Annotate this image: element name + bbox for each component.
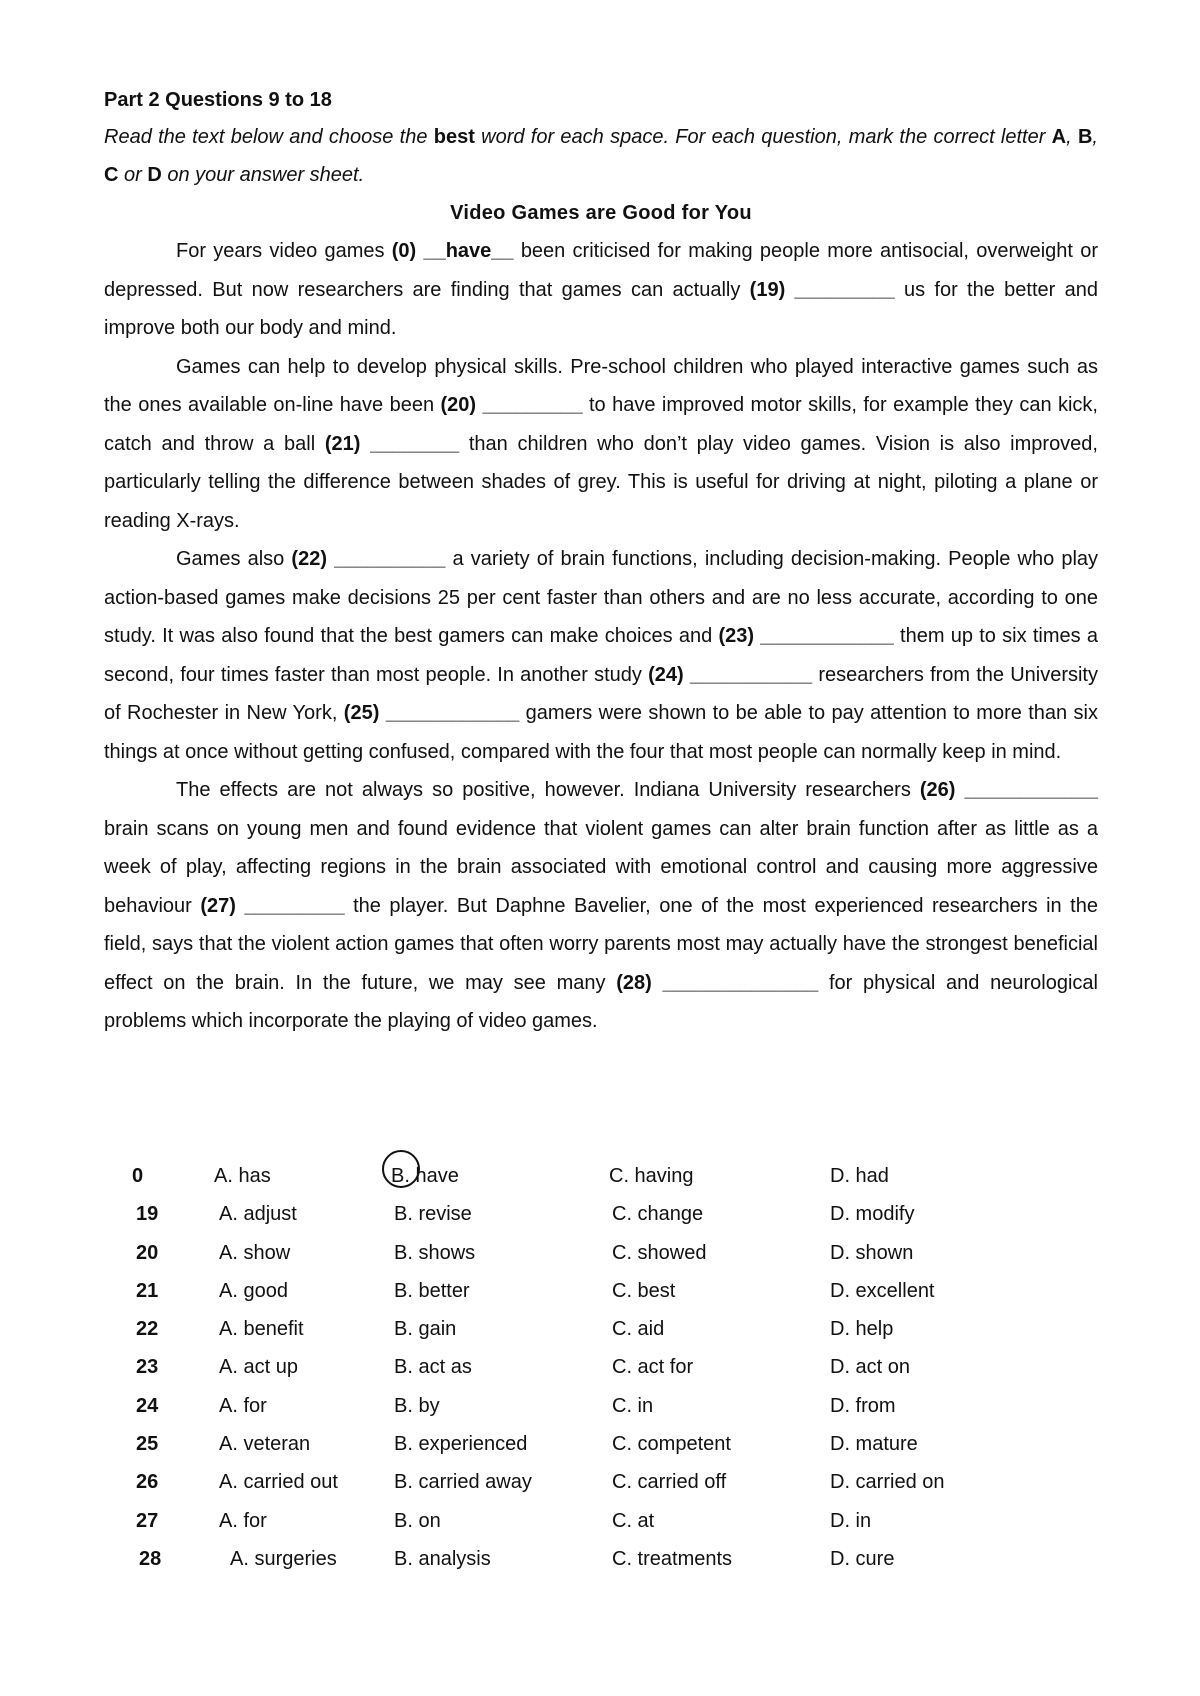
question-number-26: (26) (919, 779, 956, 801)
option-a: A. surgeries (230, 1547, 337, 1570)
option-d: D. in (830, 1509, 872, 1532)
option-d: D. help (830, 1318, 894, 1341)
blank-28: ______________ (651, 971, 829, 994)
answer-options-table (0, 1157, 1100, 1578)
option-row-19 (0, 1195, 1100, 1233)
option-row-22 (0, 1310, 1100, 1348)
option-a: A. for (219, 1394, 267, 1417)
option-c: C. in (612, 1394, 654, 1417)
option-b: B. shows (394, 1241, 476, 1264)
question-number-25: (25) (343, 702, 380, 724)
question-number: 21 (136, 1279, 159, 1302)
option-row-26 (0, 1463, 1100, 1501)
option-b: B. experienced (394, 1433, 528, 1456)
option-c: C. competent (612, 1433, 731, 1456)
option-a: A. veteran (219, 1433, 311, 1456)
blank-27: _________ (235, 894, 354, 917)
option-b: B. better (394, 1279, 470, 1302)
option-c: C. carried off (612, 1471, 727, 1494)
option-c: C. best (612, 1279, 676, 1302)
option-row-25 (0, 1425, 1100, 1463)
option-d: D. cure (830, 1547, 895, 1570)
option-d: D. excellent (830, 1279, 935, 1302)
option-b: B. act as (394, 1356, 472, 1379)
option-b: B. on (394, 1509, 441, 1532)
option-c: C. act for (612, 1356, 694, 1379)
question-number-28: (28) (616, 971, 652, 994)
option-b: B. gain (394, 1318, 457, 1341)
blank-25: ____________ (379, 702, 526, 724)
option-a: A. good (219, 1279, 288, 1302)
blank-24: ___________ (683, 663, 819, 686)
question-number-21: (21) (324, 432, 361, 455)
question-number: 23 (136, 1356, 159, 1379)
paragraph-2: Games can help to develop physical skills. Pre-school children who played interactive games such as the ones available on-line have been (20) _________ to have improved motor skills, for example they can kick, catch and throw a ball (21) ________ than children who don’t play video games. Vision is also improved, particularly telling the difference between shades of grey. This is useful for driving at night, piloting a plane or reading X-rays. (104, 355, 1098, 532)
option-d: D. modify (830, 1203, 915, 1226)
instructions: Read the text below and choose the best word for each space. For each question, mark the correct letter A, B, C or D on your answer sheet. (104, 126, 1098, 186)
question-number: 0 (132, 1165, 144, 1187)
question-number-27: (27) (200, 894, 236, 917)
option-a: A. show (219, 1241, 291, 1264)
option-a: A. carried out (219, 1471, 338, 1494)
option-d: D. mature (830, 1433, 918, 1456)
option-c: C. treatments (612, 1547, 733, 1570)
option-row-24 (0, 1387, 1100, 1425)
blank-19: _________ (785, 278, 904, 301)
question-number-0: (0) (391, 240, 417, 262)
option-d: D. act on (830, 1356, 911, 1379)
option-row-21 (0, 1272, 1100, 1310)
question-number: 20 (136, 1241, 159, 1264)
article-title: Video Games are Good for You (450, 202, 752, 224)
option-a: A. benefit (219, 1318, 304, 1341)
option-a: A. has (214, 1165, 271, 1187)
blank-22: __________ (326, 548, 453, 570)
paragraph-4: The effects are not always so positive, however. Indiana University researchers (26) ____________ brain scans on young men and found evidence that violent games can alter brain function after as little as a week of play, affecting regions in the brain associated with emotional control and causing more aggressive behaviour (27) _________ the player. But Daphne Bavelier, one of the most experienced researchers in the field, says that the violent action games that often worry parents most may actually have the strongest beneficial effect on the brain. In the future, we may see many (28) ______________ for physical and neurological problems which incorporate the playing of video games. (104, 779, 1098, 1032)
question-number: 28 (139, 1547, 162, 1570)
question-number-23: (23) (718, 625, 755, 647)
option-row-23 (0, 1348, 1100, 1386)
option-c: C. showed (612, 1241, 707, 1264)
blank-21: ________ (360, 432, 469, 455)
option-d: D. shown (830, 1241, 914, 1264)
option-d: D. had (830, 1165, 889, 1187)
question-number: 27 (136, 1509, 159, 1532)
example-answer: __have__ (416, 240, 521, 262)
option-d: D. carried on (830, 1471, 945, 1494)
example-answer-circle (382, 1150, 420, 1188)
option-b: B. analysis (394, 1547, 491, 1570)
question-number: 19 (136, 1203, 159, 1226)
option-row-20 (0, 1234, 1100, 1272)
option-a: A. adjust (219, 1203, 297, 1226)
paragraph-1: For years video games (0) __have__ been criticised for making people more antisocial, overweight or depressed. But now researchers are finding that games can actually (19) _________ us for the better and improve both our body and mind. (104, 240, 1098, 339)
option-b: B. carried away (394, 1471, 532, 1494)
blank-23: ____________ (754, 625, 901, 647)
question-number: 25 (136, 1433, 159, 1456)
blank-26: ____________ (955, 779, 1098, 801)
question-number-20: (20) (440, 394, 477, 416)
option-b: B. revise (394, 1203, 472, 1226)
worksheet-page (104, 82, 1098, 1041)
option-row-27 (0, 1502, 1100, 1540)
option-row-28 (0, 1540, 1100, 1578)
question-number: 26 (136, 1471, 159, 1494)
option-a: A. for (219, 1509, 267, 1532)
question-number-22: (22) (291, 548, 327, 570)
option-c: C. at (612, 1509, 655, 1532)
question-number: 22 (136, 1318, 159, 1341)
question-number-19: (19) (749, 278, 786, 301)
option-b: B. by (394, 1394, 440, 1417)
option-row-0 (0, 1157, 1100, 1195)
option-c: C. having (609, 1165, 694, 1187)
paragraph-3: Games also (22) __________ a variety of brain functions, including decision-making. People who play action-based games make decisions 25 per cent faster than others and are no less accurate, according to one study. It was also found that the best gamers can make choices and (23) ____________ them up to six times a second, four times faster than most people. In another study (24) ___________ researchers from the University of Rochester in New York, (25) ____________ gamers were shown to be able to pay attention to more than six things at once without getting confused, compared with the four that most people can normally keep in mind. (104, 548, 1099, 763)
question-number: 24 (136, 1394, 159, 1417)
option-c: C. change (612, 1203, 704, 1226)
blank-20: _________ (476, 394, 589, 416)
option-b: B. have (391, 1165, 459, 1187)
question-number-24: (24) (648, 663, 684, 686)
option-d: D. from (830, 1394, 896, 1417)
part-title: Part 2 Questions 9 to 18 (104, 89, 332, 111)
option-a: A. act up (219, 1356, 298, 1379)
option-c: C. aid (612, 1318, 665, 1341)
